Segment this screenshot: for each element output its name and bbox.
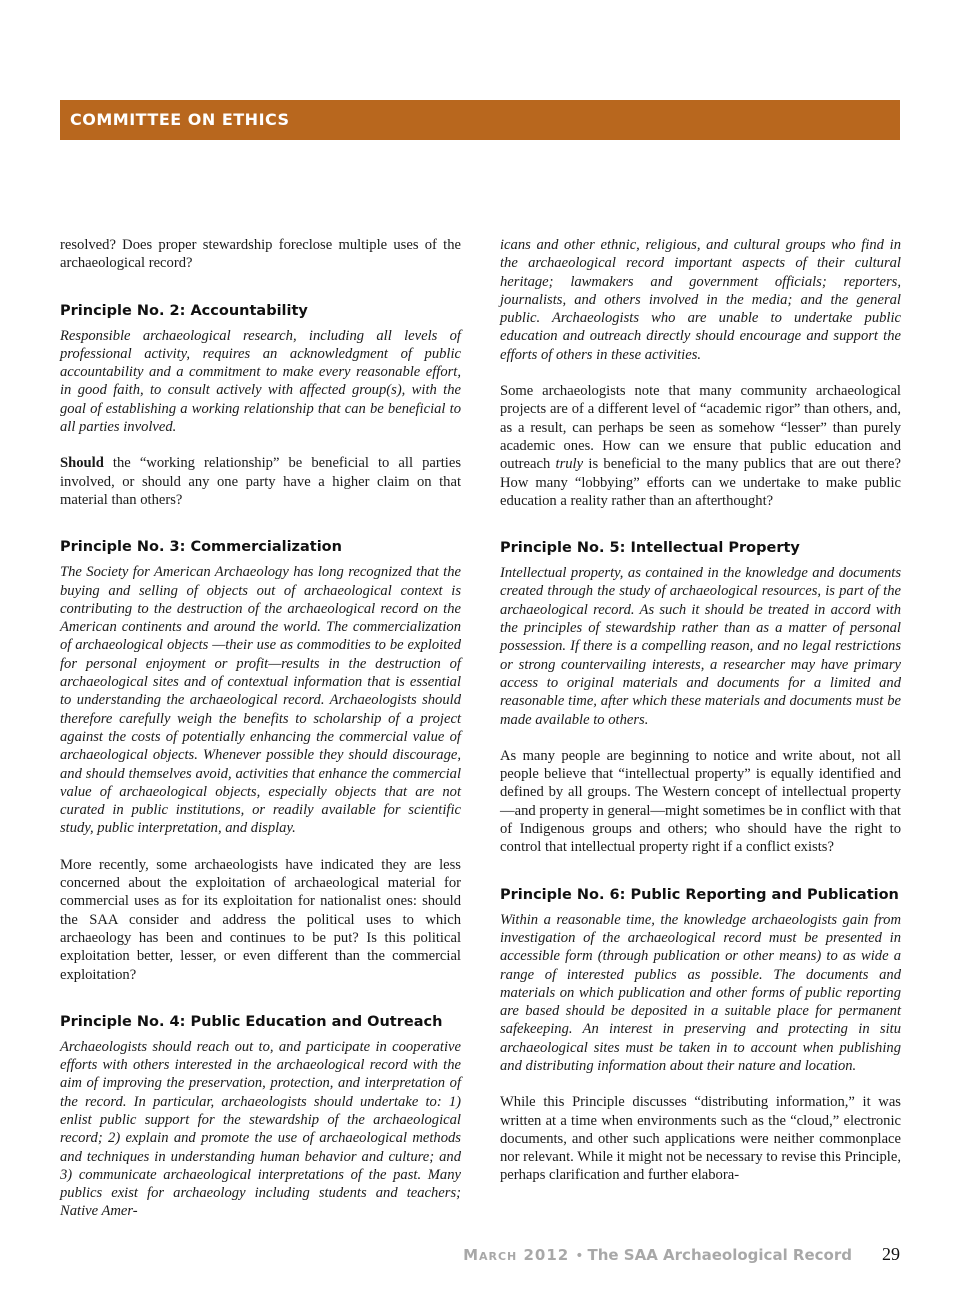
- right-column: [500, 236, 901, 1185]
- principle-6-text: Within a reasonable time, the knowledge archaeologists gain from investigation of the archaeological record must be presented in accessible form (through publication or other means) to as wide a range of interested publics as possible. The documents and materials on which publication and other forms of public reporting are based should be deposited in a suitable place for permanent safekeeping. An interest in preserving and protecting in situ archaeological sites must be taken in to account when publishing and distributing information about their nature and location.: [500, 911, 901, 1074]
- section-banner: [60, 100, 900, 140]
- issue-date: March 2012: [463, 1246, 570, 1264]
- paragraph: More recently, some archaeologists have indicated they are less concerned about the exploitation of archaeological material for commercial uses as for its exploitation for nationalist ones: should the SAA consider and address the political uses to which archaeology has been and continues to be put? Is this political exploitation better, lesser, or even different than the commercial exploitation?: [60, 856, 461, 983]
- principle-2-text: Responsible archaeological research, including all levels of professional activity, requires an acknowledgment of public accountability and a commitment to make every reasonable effort, in good faith, to consult actively with affected group(s), with the goal of establishing a working relationship that can be beneficial to all parties involved.: [60, 327, 461, 436]
- principle-4-text: Archaeologists should reach out to, and participate in cooperative efforts with others interested in the archaeological record with the aim of improving the preservation, protection, and interpretation of the record. In particular, archaeologists should undertake to: 1) enlist public support for the stewardship of the archaeological record; 2) explain and promote the use of archaeological methods and techniques in understanding human behavior and culture; and 3) communicate archaeological interpretations of the past. Many publics exist for archaeology including students and teachers; Native Amer-: [60, 1038, 461, 1220]
- page-number: 29: [882, 1244, 900, 1264]
- paragraph: resolved? Does proper stewardship foreclose multiple uses of the archaeological record?: [60, 237, 461, 272]
- principle-3-text: The Society for American Archaeology has long recognized that the buying and selling of objects out of archaeological context is contributing to the destruction of the archaeological record on the American continents and around the world. The commercialization of archaeological objects —their use as commodities to be exploited for personal enjoyment or profit—results in the destruction of archaeological sites and of contextual information that is essential to understanding the archaeological record. Archaeologists should therefore carefully weigh the benefits to scholarship of a project against the costs of potentially enhancing the commercial value of archaeological objects. Whenever possible they should discourage, and should themselves avoid, activities that enhance the commercial value of archaeological objects, especially objects that are not curated in public institutions, or readily available for scientific study, public interpretation, and display.: [60, 564, 461, 837]
- paragraph-body: is beneficial to the many publics that are out there? How many “lobbying” efforts can we undertake to make public education a reality rather than an afterthought?: [500, 456, 901, 509]
- principle-3-heading: Principle No. 3: Commercialization: [60, 539, 342, 556]
- principle-5-heading: Principle No. 5: Intellectual Property: [500, 540, 800, 557]
- principle-6-heading: Principle No. 6: Public Reporting and Publication: [500, 886, 899, 903]
- principle-4-text-continued: icans and other ethnic, religious, and cultural groups who find in the archaeological record important aspects of their cultural heritage; lawmakers and government officials; reporters, journalists, and others involved in the media; and the general public. Archaeologists who are unable to undertake public education and outreach directly should encourage and support the efforts of others in these activities.: [500, 237, 901, 363]
- paragraph: [60, 454, 461, 509]
- paragraph: While this Principle discusses “distributing information,” it was written at a time when environments such as the “cloud,” electronic documents, and other such applications were neither commonplace nor relevant. While it might not be necessary to revise this Principle, perhaps clarification and further elabora-: [500, 1094, 901, 1184]
- paragraph-body: Some archaeologists note that many community archaeological projects are of a different level of “academic rigor” than others, and, as a result, can perhaps be seen as somehow “lesser” than purely academic ones. How can we ensure that public education and outreach: [500, 383, 901, 473]
- banner-title: COMMITTEE ON ETHICS: [70, 110, 290, 129]
- paragraph: [500, 382, 901, 510]
- principle-2-heading: Principle No. 2: Accountability: [60, 302, 308, 319]
- left-column: [60, 236, 461, 1221]
- principle-4-heading: Principle No. 4: Public Education and Outreach: [60, 1013, 443, 1030]
- bullet-separator: •: [575, 1248, 584, 1264]
- lead-word: Should: [60, 455, 104, 472]
- page-footer: [463, 1242, 900, 1266]
- paragraph: As many people are beginning to notice and write about, not all people believe that “intellectual property” is equally identified and defined by all groups. The Western concept of intellectual property—and property in general—might sometimes be in conflict with that of Indigenous groups and others; who should have the right to control that intellectual property right if a conflict exists?: [500, 747, 901, 856]
- paragraph-body: the “working relationship” be beneficial to all parties involved, or should any one party have a higher claim on that material than others?: [60, 455, 461, 508]
- principle-5-text: Intellectual property, as contained in the knowledge and documents created through the study of archaeological resources, is part of the archaeological record. As such it should be treated in accord with the principles of stewardship rather than as a matter of personal possession. If there is a compelling reason, and no legal restrictions or strong countervailing interests, a researcher may have primary access to original materials and documents for a limited and reasonable time, after which these materials and documents must be made available to others.: [500, 565, 901, 728]
- emphasis: truly: [555, 456, 584, 473]
- publication-title: The SAA Archaeological Record: [587, 1246, 852, 1264]
